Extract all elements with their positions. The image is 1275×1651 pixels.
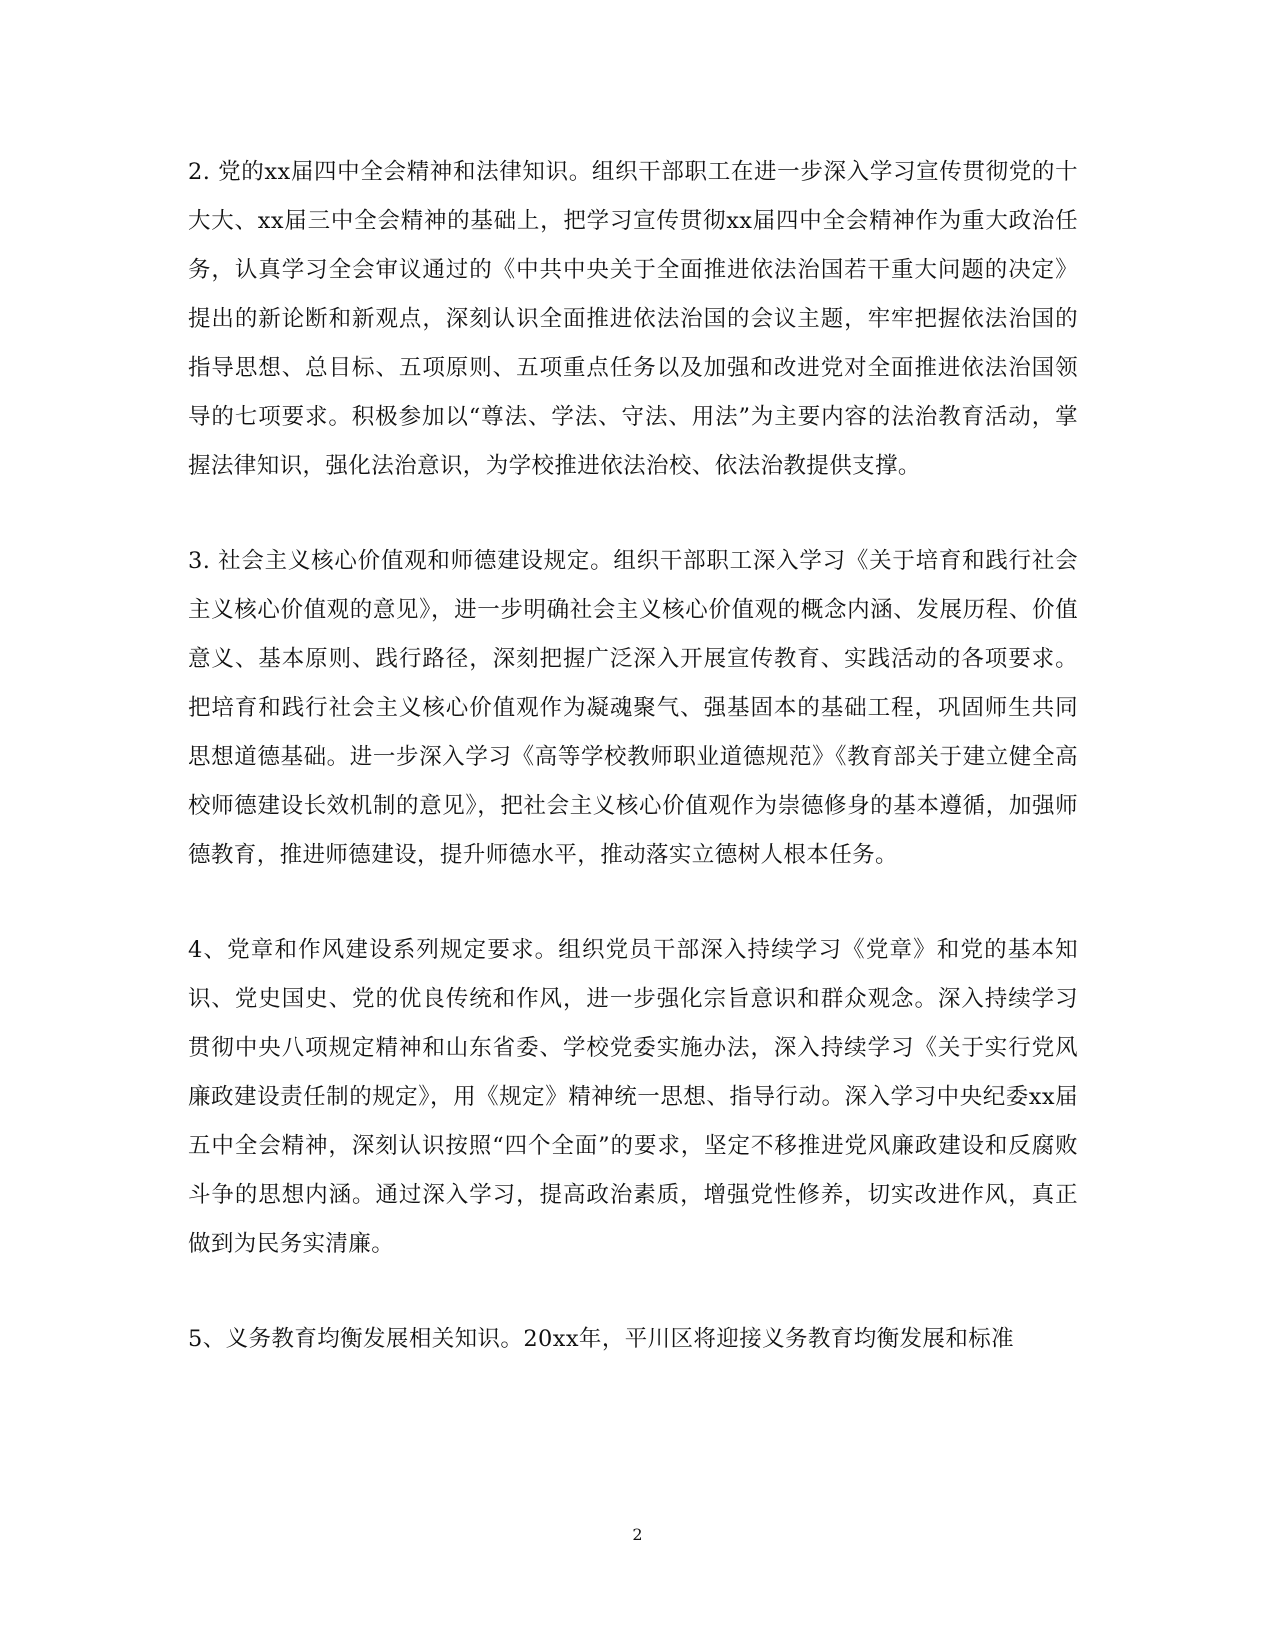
paragraph-item-4: 4、党章和作风建设系列规定要求。组织党员干部深入持续学习《党章》和党的基本知识、党史国史、党的优良传统和作风，进一步强化宗旨意识和群众观念。深入持续学习贯彻中央八项规定精神和山东省委、学校党委实施办法，深入持续学习《关于实行党风廉政建设责任制的规定》，用《规定》精神统一思想、指导行动。深入学习中央纪委xx届五中全会精神，深刻认识按照“四个全面”的要求，坚定不移推进党风廉政建设和反腐败斗争的思想内涵。通过深入学习，提高政治素质，增强党性修养，切实改进作风，真正做到为民务实清廉。 [188, 937, 1078, 1257]
page-number: 2 [632, 1525, 643, 1544]
paragraph-item-5: 5、义务教育均衡发展相关知识。20xx年，平川区将迎接义务教育均衡发展和标准 [188, 1326, 1015, 1352]
paragraph-item-3: 3. 社会主义核心价值观和师德建设规定。组织干部职工深入学习《关于培育和践行社会主义核心价值观的意见》，进一步明确社会主义核心价值观的概念内涵、发展历程、价值意义、基本原则、践行路径，深刻把握广泛深入开展宣传教育、实践活动的各项要求。把培育和践行社会主义核心价值观作为凝魂聚气、强基固本的基础工程，巩固师生共同思想道德基础。进一步深入学习《高等学校教师职业道德规范》《教育部关于建立健全高校师德建设长效机制的意见》，把社会主义核心价值观作为崇德修身的基本遵循，加强师德教育，推进师德建设，提升师德水平，推动落实立德树人根本任务。 [188, 548, 1078, 868]
paragraph-item-2: 2. 党的xx届四中全会精神和法律知识。组织干部职工在进一步深入学习宣传贯彻党的十大大、xx届三中全会精神的基础上，把学习宣传贯彻xx届四中全会精神作为重大政治任务，认真学习全会审议通过的《中共中央关于全面推进依法治国若干重大问题的决定》提出的新论断和新观点，深刻认识全面推进依法治国的会议主题，牢牢把握依法治国的指导思想、总目标、五项原则、五项重点任务以及加强和改进党对全面推进依法治国领导的七项要求。积极参加以“尊法、学法、守法、用法”为主要内容的法治教育活动，掌握法律知识，强化法治意识，为学校推进依法治校、依法治教提供支撑。 [188, 159, 1078, 479]
document-body [188, 148, 1078, 1410]
